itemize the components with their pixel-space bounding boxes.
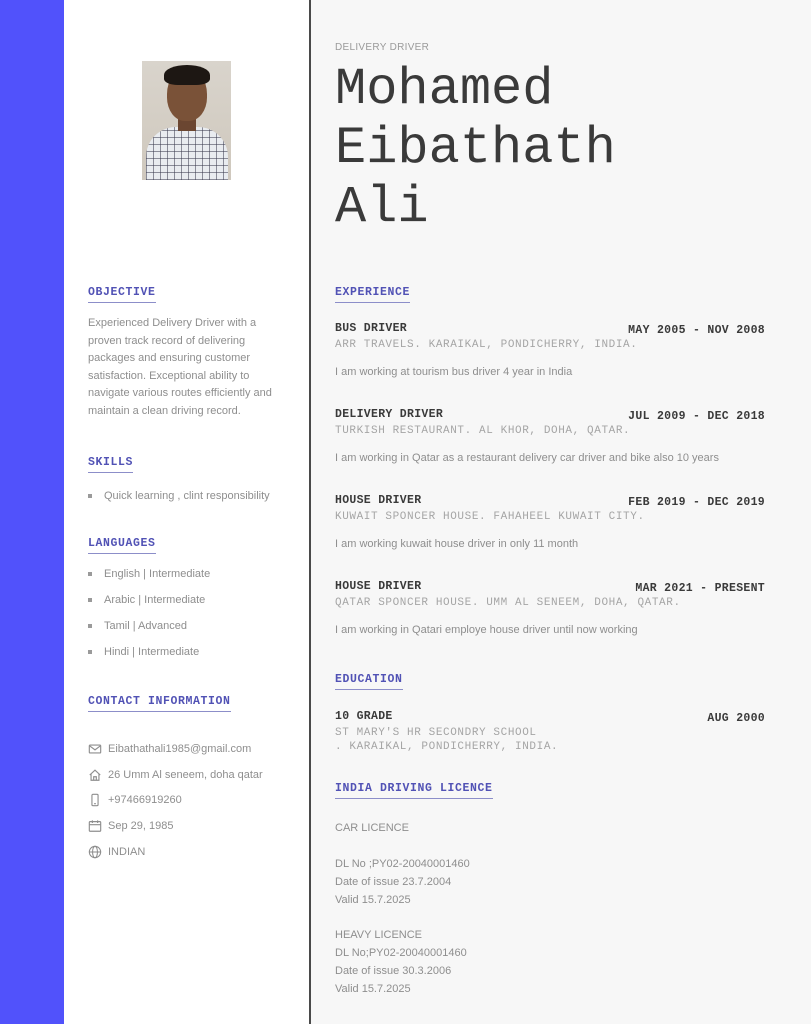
- job-org: KUWAIT SPONCER HOUSE. FAHAHEEL KUWAIT CITY.: [335, 511, 645, 523]
- education-date: AUG 2000: [707, 712, 765, 725]
- job-role: DELIVERY DRIVER: [335, 408, 444, 421]
- languages-heading: LANGUAGES: [88, 537, 156, 554]
- experience-heading: EXPERIENCE: [335, 286, 410, 303]
- job-dates: MAY 2005 - NOV 2008: [628, 324, 765, 337]
- licence-line: Date of issue 30.3.2006: [335, 964, 452, 977]
- list-item: [88, 593, 210, 619]
- email-text: Eibathathali1985@gmail.com: [108, 742, 252, 755]
- name-line: Ali: [335, 178, 429, 237]
- education-degree: 10 GRADE: [335, 710, 393, 723]
- phone-text: +97466919260: [108, 794, 182, 807]
- accent-bar: [0, 0, 64, 1024]
- name-line: Eibathath: [335, 119, 616, 178]
- list-item: [88, 645, 210, 671]
- contact-list: [88, 736, 263, 865]
- heavy-licence-title: HEAVY LICENCE: [335, 929, 423, 941]
- job-desc: I am working at tourism bus driver 4 year in India: [335, 366, 573, 378]
- contact-birthdate: [88, 813, 263, 839]
- licence-line: Valid 15.7.2025: [335, 982, 411, 995]
- heavy-licence-details: [335, 945, 467, 998]
- job-desc: I am working in Qatari employe house driver until now working: [335, 624, 638, 636]
- skills-list: [88, 489, 270, 515]
- job-dates: FEB 2019 - DEC 2019: [628, 496, 765, 509]
- job-role: HOUSE DRIVER: [335, 580, 422, 593]
- phone-icon: [88, 793, 102, 807]
- language-text: Hindi | Intermediate: [104, 646, 200, 658]
- mail-icon: [88, 742, 102, 756]
- objective-heading: OBJECTIVE: [88, 286, 156, 303]
- job-dates: JUL 2009 - DEC 2018: [628, 410, 765, 423]
- skills-heading: SKILLS: [88, 456, 133, 473]
- contact-address: [88, 762, 263, 788]
- contact-heading: CONTACT INFORMATION: [88, 695, 231, 712]
- car-licence-details: [335, 856, 470, 909]
- calendar-icon: [88, 819, 102, 833]
- job-subtitle: DELIVERY DRIVER: [335, 42, 430, 53]
- contact-email: [88, 736, 263, 762]
- home-icon: [88, 768, 102, 782]
- car-licence-title: CAR LICENCE: [335, 822, 409, 834]
- address-text: 26 Umm Al seneem, doha qatar: [108, 768, 263, 781]
- contact-phone: [88, 788, 263, 814]
- job-desc: I am working kuwait house driver in only 11 month: [335, 538, 579, 550]
- birthdate-text: Sep 29, 1985: [108, 820, 174, 833]
- person-name: [335, 60, 616, 237]
- language-text: Arabic | Intermediate: [104, 594, 206, 606]
- nationality-text: INDIAN: [108, 846, 146, 859]
- bullet-icon: [88, 494, 92, 498]
- job-org: QATAR SPONCER HOUSE. UMM AL SENEEM, DOHA, QATAR.: [335, 597, 681, 609]
- licence-line: Date of issue 23.7.2004: [335, 875, 452, 888]
- job-role: HOUSE DRIVER: [335, 494, 422, 507]
- objective-text: Experienced Delivery Driver with a proven track record of delivering packages and ensuring customer satisfaction. Exceptional ability to navigate various routes efficiently and maintain a clean driving record.: [88, 317, 272, 417]
- list-item: [88, 567, 210, 593]
- list-item: [88, 619, 210, 645]
- job-desc: I am working in Qatar as a restaurant delivery car driver and bike also 10 years: [335, 452, 719, 464]
- profile-photo: [142, 61, 231, 180]
- globe-icon: [88, 845, 102, 859]
- bullet-icon: [88, 624, 92, 628]
- licence-line: DL No;PY02-20040001460: [335, 947, 467, 959]
- licence-line: DL No ;PY02-20040001460: [335, 858, 470, 870]
- education-school: ST MARY'S HR SECONDRY SCHOOL . KARAIKAL, PONDICHERRY, INDIA.: [335, 727, 559, 753]
- licence-heading: INDIA DRIVING LICENCE: [335, 782, 493, 799]
- contact-nationality: [88, 839, 263, 865]
- job-role: BUS DRIVER: [335, 322, 408, 335]
- photo-hair: [164, 65, 210, 85]
- job-org: ARR TRAVELS. KARAIKAL, PONDICHERRY, INDIA.: [335, 339, 638, 351]
- list-item: [88, 489, 270, 515]
- language-text: Tamil | Advanced: [104, 620, 187, 632]
- bullet-icon: [88, 650, 92, 654]
- education-heading: EDUCATION: [335, 673, 403, 690]
- licence-line: Valid 15.7.2025: [335, 893, 411, 906]
- bullet-icon: [88, 598, 92, 602]
- bullet-icon: [88, 572, 92, 576]
- job-org: TURKISH RESTAURANT. AL KHOR, DOHA, QATAR.: [335, 425, 631, 437]
- job-dates: MAR 2021 - PRESENT: [635, 582, 765, 595]
- name-line: Mohamed: [335, 60, 554, 119]
- language-text: English | Intermediate: [104, 568, 211, 580]
- languages-list: [88, 567, 210, 671]
- photo-shirt: [146, 127, 228, 180]
- skill-text: Quick learning , clint responsibility: [104, 490, 270, 502]
